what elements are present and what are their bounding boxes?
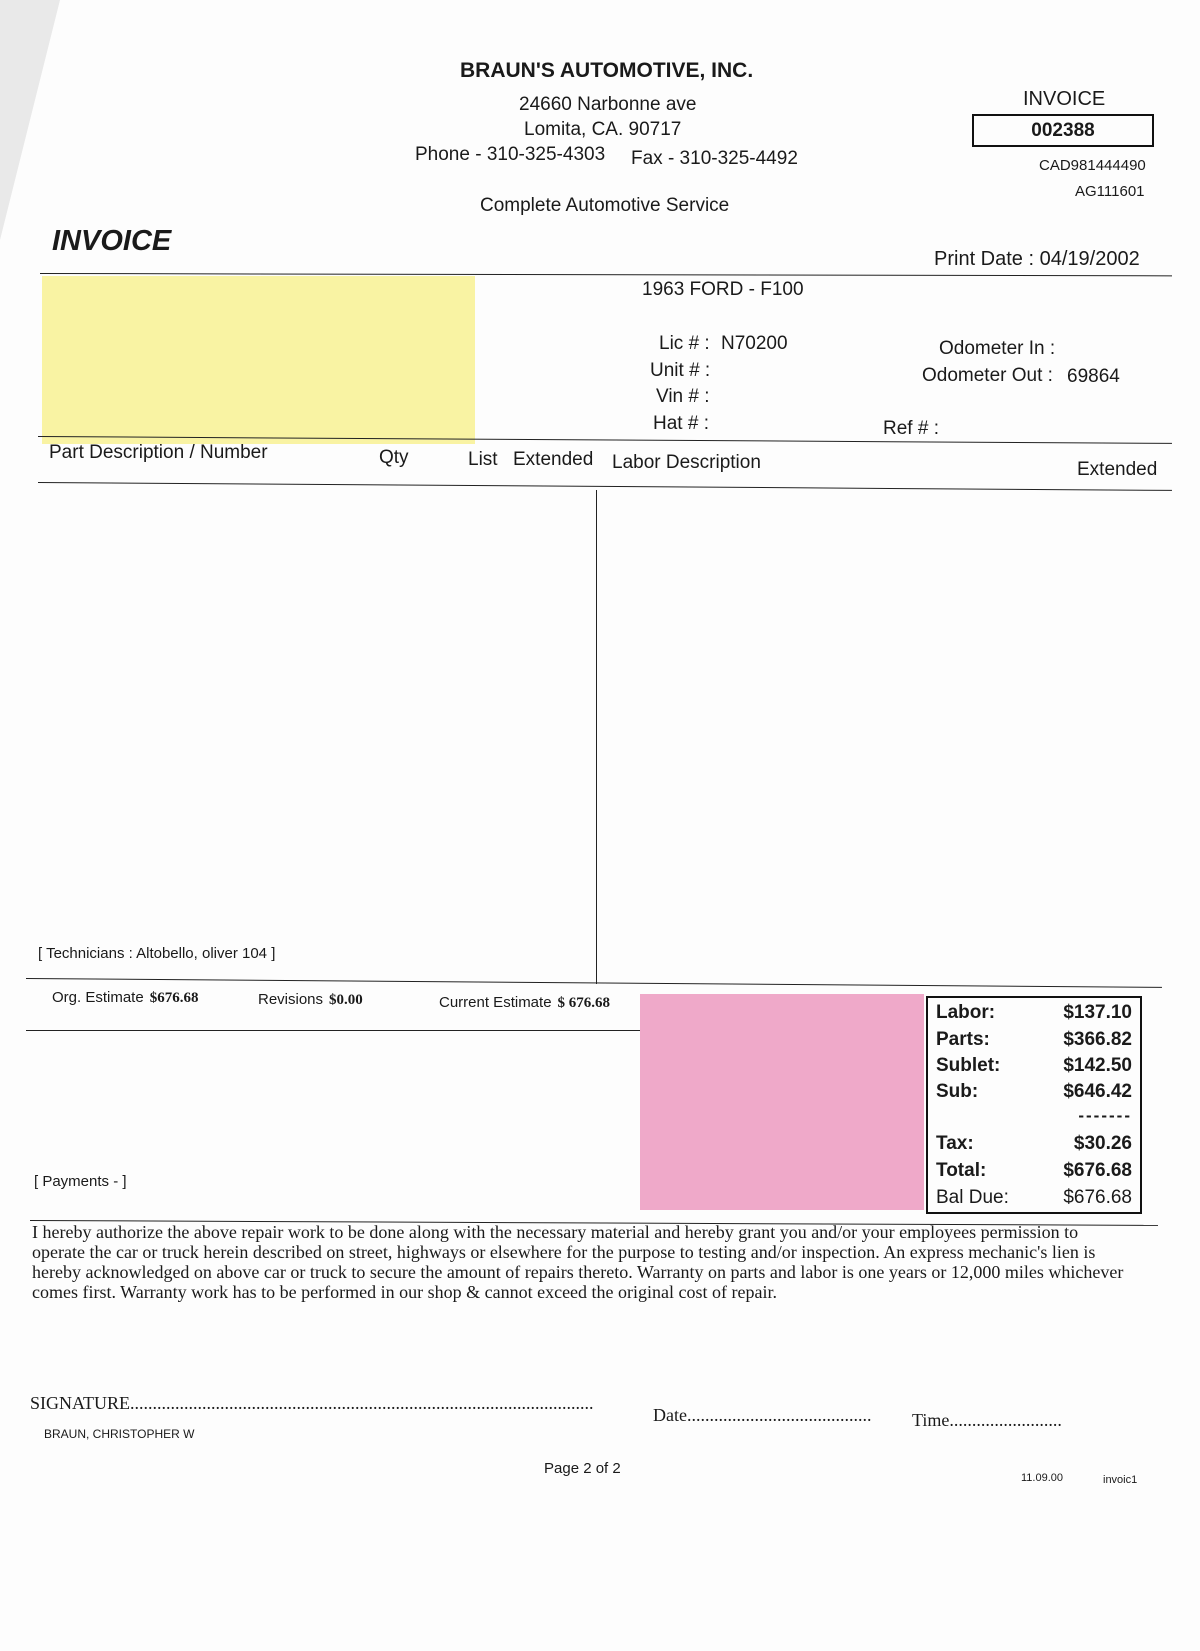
column-list: List bbox=[468, 449, 498, 470]
signer-name: BRAUN, CHRISTOPHER W bbox=[44, 1427, 195, 1441]
form-code: invoic1 bbox=[1103, 1474, 1138, 1486]
column-part-description: Part Description / Number bbox=[49, 442, 268, 463]
ref-label: Ref # : bbox=[883, 418, 939, 439]
revisions-value: $0.00 bbox=[329, 992, 363, 1008]
totals-value: $142.50 bbox=[1063, 1055, 1132, 1076]
totals-value: $676.68 bbox=[1063, 1187, 1132, 1208]
totals-label: Tax: bbox=[936, 1133, 974, 1154]
totals-row-tax bbox=[936, 1133, 1132, 1157]
invoice-box-label: INVOICE bbox=[1023, 88, 1106, 110]
invoice-heading: INVOICE bbox=[52, 225, 172, 257]
totals-label: Sublet: bbox=[936, 1055, 1001, 1076]
vin-label: Vin # : bbox=[656, 386, 710, 407]
totals-value: $646.42 bbox=[1063, 1081, 1132, 1102]
lic-label: Lic # : bbox=[659, 333, 710, 354]
totals-label: Labor: bbox=[936, 1002, 996, 1023]
column-extended-labor: Extended bbox=[1077, 459, 1158, 480]
org-estimate-value: $676.68 bbox=[149, 990, 199, 1006]
address-line-1: 24660 Narbonne ave bbox=[519, 94, 697, 115]
form-date: 11.09.00 bbox=[1021, 1472, 1064, 1484]
current-estimate-value: $ 676.68 bbox=[557, 995, 611, 1011]
technicians-note: [ Technicians : Altobello, oliver 104 ] bbox=[38, 945, 276, 962]
company-name: BRAUN'S AUTOMOTIVE, INC. bbox=[460, 59, 754, 82]
phone-number: Phone - 310-325-4303 bbox=[415, 144, 606, 165]
odometer-out-label: Odometer Out : bbox=[922, 365, 1053, 386]
org-estimate-label: Org. Estimate bbox=[52, 989, 144, 1006]
estimate-bottom-divider bbox=[26, 1030, 646, 1031]
totals-row-sub bbox=[936, 1081, 1132, 1105]
revisions-label: Revisions bbox=[258, 991, 324, 1008]
totals-row-total bbox=[936, 1160, 1132, 1184]
print-date: Print Date : 04/19/2002 bbox=[934, 248, 1140, 270]
totals-value: $366.82 bbox=[1063, 1029, 1132, 1050]
totals-label: Sub: bbox=[936, 1081, 979, 1102]
address-line-2: Lomita, CA. 90717 bbox=[524, 119, 682, 140]
page-number: Page 2 of 2 bbox=[544, 1460, 621, 1477]
totals-box bbox=[926, 996, 1142, 1214]
vehicle-description: 1963 FORD - F100 bbox=[642, 279, 804, 300]
totals-label: Parts: bbox=[936, 1029, 990, 1050]
odometer-in-label: Odometer In : bbox=[939, 338, 1056, 359]
revisions bbox=[258, 991, 363, 1009]
totals-value: $676.68 bbox=[1063, 1160, 1132, 1181]
parts-labor-divider bbox=[596, 490, 597, 984]
hat-label: Hat # : bbox=[653, 413, 709, 434]
signature-line: SIGNATURE....................................................................................................... bbox=[30, 1393, 594, 1413]
original-estimate bbox=[52, 989, 198, 1007]
unit-label: Unit # : bbox=[650, 360, 711, 381]
totals-value: $30.26 bbox=[1073, 1133, 1132, 1154]
column-header-divider bbox=[38, 482, 1172, 491]
totals-row-parts bbox=[936, 1029, 1132, 1053]
totals-row-sublet bbox=[936, 1055, 1132, 1079]
ag-id: AG111601 bbox=[1075, 183, 1145, 200]
service-tagline: Complete Automotive Service bbox=[480, 195, 730, 216]
column-labor-description: Labor Description bbox=[612, 452, 761, 473]
totals-value: $137.10 bbox=[1063, 1002, 1132, 1023]
redaction-sticker-yellow bbox=[42, 276, 475, 444]
authorization-text: I hereby authorize the above repair work to be done along with the necessary material and hereby grant you and/or your employees permission to operate the car or truck herein described on street, highways or elsewhere for the purpose to testing and/or inspection. An express mechanic's lien is hereby acknowledged on above car or truck to secure the amount of repairs thereto. Warranty on parts and labor is one years or 12,000 miles whichever comes first. Warranty work has to be performed in our shop & cannot exceed the original cost of repair. bbox=[32, 1222, 1124, 1302]
current-estimate-label: Current Estimate bbox=[439, 994, 552, 1011]
totals-separator: ------- bbox=[1078, 1106, 1132, 1125]
redaction-sticker-pink bbox=[640, 994, 924, 1210]
current-estimate bbox=[439, 994, 610, 1012]
time-line: Time......................... bbox=[912, 1410, 1062, 1430]
column-qty: Qty bbox=[379, 447, 409, 468]
date-line: Date......................................... bbox=[653, 1405, 872, 1425]
odometer-out-value: 69864 bbox=[1067, 366, 1120, 387]
totals-label: Total: bbox=[936, 1160, 987, 1181]
lic-value: N70200 bbox=[721, 333, 788, 354]
totals-label: Bal Due: bbox=[936, 1187, 1009, 1208]
invoice-number: 002388 bbox=[972, 114, 1154, 147]
column-extended-parts: Extended bbox=[513, 449, 594, 470]
payments-note: [ Payments - ] bbox=[34, 1173, 127, 1190]
totals-row-labor bbox=[936, 1002, 1132, 1026]
page-fold-shadow bbox=[0, 0, 60, 240]
fax-number: Fax - 310-325-4492 bbox=[631, 148, 798, 169]
estimate-top-divider bbox=[26, 978, 1162, 988]
epa-id: CAD981444490 bbox=[1039, 157, 1146, 174]
totals-row-bal-due bbox=[936, 1187, 1132, 1211]
